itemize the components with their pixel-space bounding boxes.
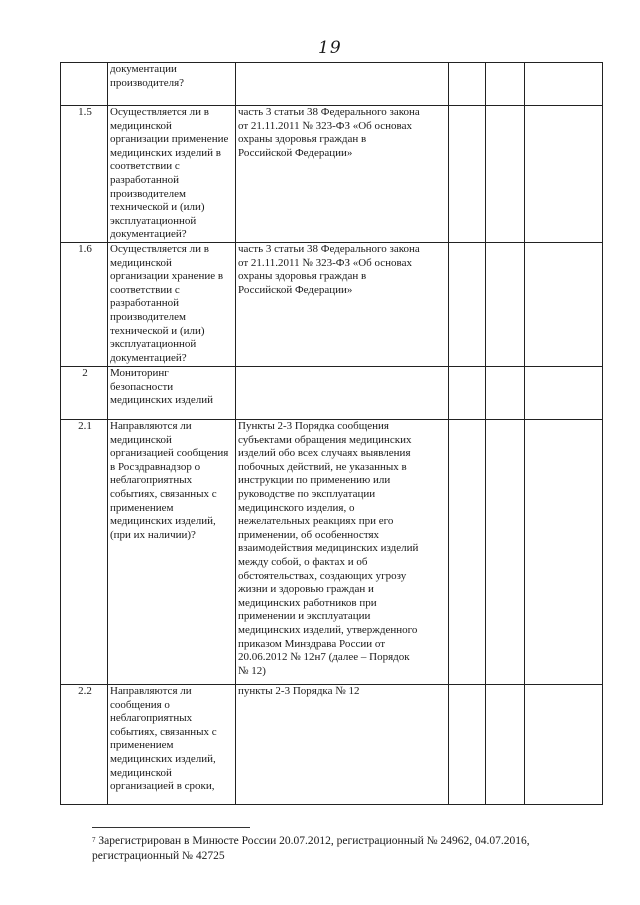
row-number: 1.5 — [61, 106, 108, 243]
row-number: 2.1 — [61, 420, 108, 685]
reference-cell: часть 3 статьи 38 Федерального закона от 21.11.2011 № 323-ФЗ «Об основах охраны здоровья граждан в Российской Федерации» — [236, 106, 449, 243]
answer-cell — [449, 63, 486, 106]
answer-cell — [486, 420, 525, 685]
note-cell — [525, 243, 603, 367]
note-cell — [525, 685, 603, 805]
table-row — [61, 106, 603, 243]
row-number: 2.2 — [61, 685, 108, 805]
footnote — [92, 834, 562, 864]
answer-cell — [486, 367, 525, 420]
answer-cell — [486, 63, 525, 106]
reference-cell — [236, 63, 449, 106]
note-cell — [525, 106, 603, 243]
table-row — [61, 367, 603, 420]
row-number — [61, 63, 108, 106]
note-cell — [525, 420, 603, 685]
question-cell: Направляются ли сообщения о неблагоприятных событиях, связанных с применением медицинских изделий, медицинской организацией в сроки, — [108, 685, 236, 805]
table-row — [61, 63, 603, 106]
note-cell — [525, 63, 603, 106]
question-cell: Осуществляется ли в медицинской организации хранение в соответствии с разработанной производителем технической и (или) эксплуатационной документацией? — [108, 243, 236, 367]
table-row — [61, 420, 603, 685]
row-number: 2 — [61, 367, 108, 420]
answer-cell — [449, 243, 486, 367]
row-number: 1.6 — [61, 243, 108, 367]
question-cell: документации производителя? — [108, 63, 236, 106]
footnote-text: Зарегистрирован в Минюсте России 20.07.2012, регистрационный № 24962, 04.07.2016, регистрационный № 42725 — [92, 835, 530, 862]
answer-cell — [449, 367, 486, 420]
table-row — [61, 243, 603, 367]
reference-cell: Пункты 2-3 Порядка сообщения субъектами обращения медицинских изделий обо всех случаях выявления побочных действий, не указанных в инструкции по применению или руководстве по эксплуатации медицинского изделия, о нежелательных реакциях при его применении, об особенностях взаимодействия медицинских изделий между собой, о фактах и об обстоятельствах, создающих угрозу жизни и здоровью граждан и медицинских работников при применении и эксплуатации медицинских изделий, утвержденного приказом Минздрава России от 20.06.2012 № 12н7 (далее – Порядок № 12) — [236, 420, 449, 685]
answer-cell — [486, 243, 525, 367]
question-cell: Мониторинг безопасности медицинских изделий — [108, 367, 236, 420]
page-number: 19 — [318, 38, 342, 58]
note-cell — [525, 367, 603, 420]
question-cell: Осуществляется ли в медицинской организации применение медицинских изделий в соответствии с разработанной производителем технической и (или) эксплуатационной документацией? — [108, 106, 236, 243]
checklist-table — [60, 62, 603, 805]
answer-cell — [449, 685, 486, 805]
answer-cell — [486, 685, 525, 805]
reference-cell: пункты 2-3 Порядка № 12 — [236, 685, 449, 805]
table-row — [61, 685, 603, 805]
question-cell: Направляются ли медицинской организацией сообщения в Росздравнадзор о неблагоприятных событиях, связанных с применением медицинских изделий, (при их наличии)? — [108, 420, 236, 685]
answer-cell — [449, 420, 486, 685]
reference-cell: часть 3 статьи 38 Федерального закона от 21.11.2011 № 323-ФЗ «Об основах охраны здоровья граждан в Российской Федерации» — [236, 243, 449, 367]
footnote-marker: 7 — [92, 836, 96, 844]
footnote-divider — [92, 827, 250, 828]
answer-cell — [449, 106, 486, 243]
answer-cell — [486, 106, 525, 243]
reference-cell — [236, 367, 449, 420]
